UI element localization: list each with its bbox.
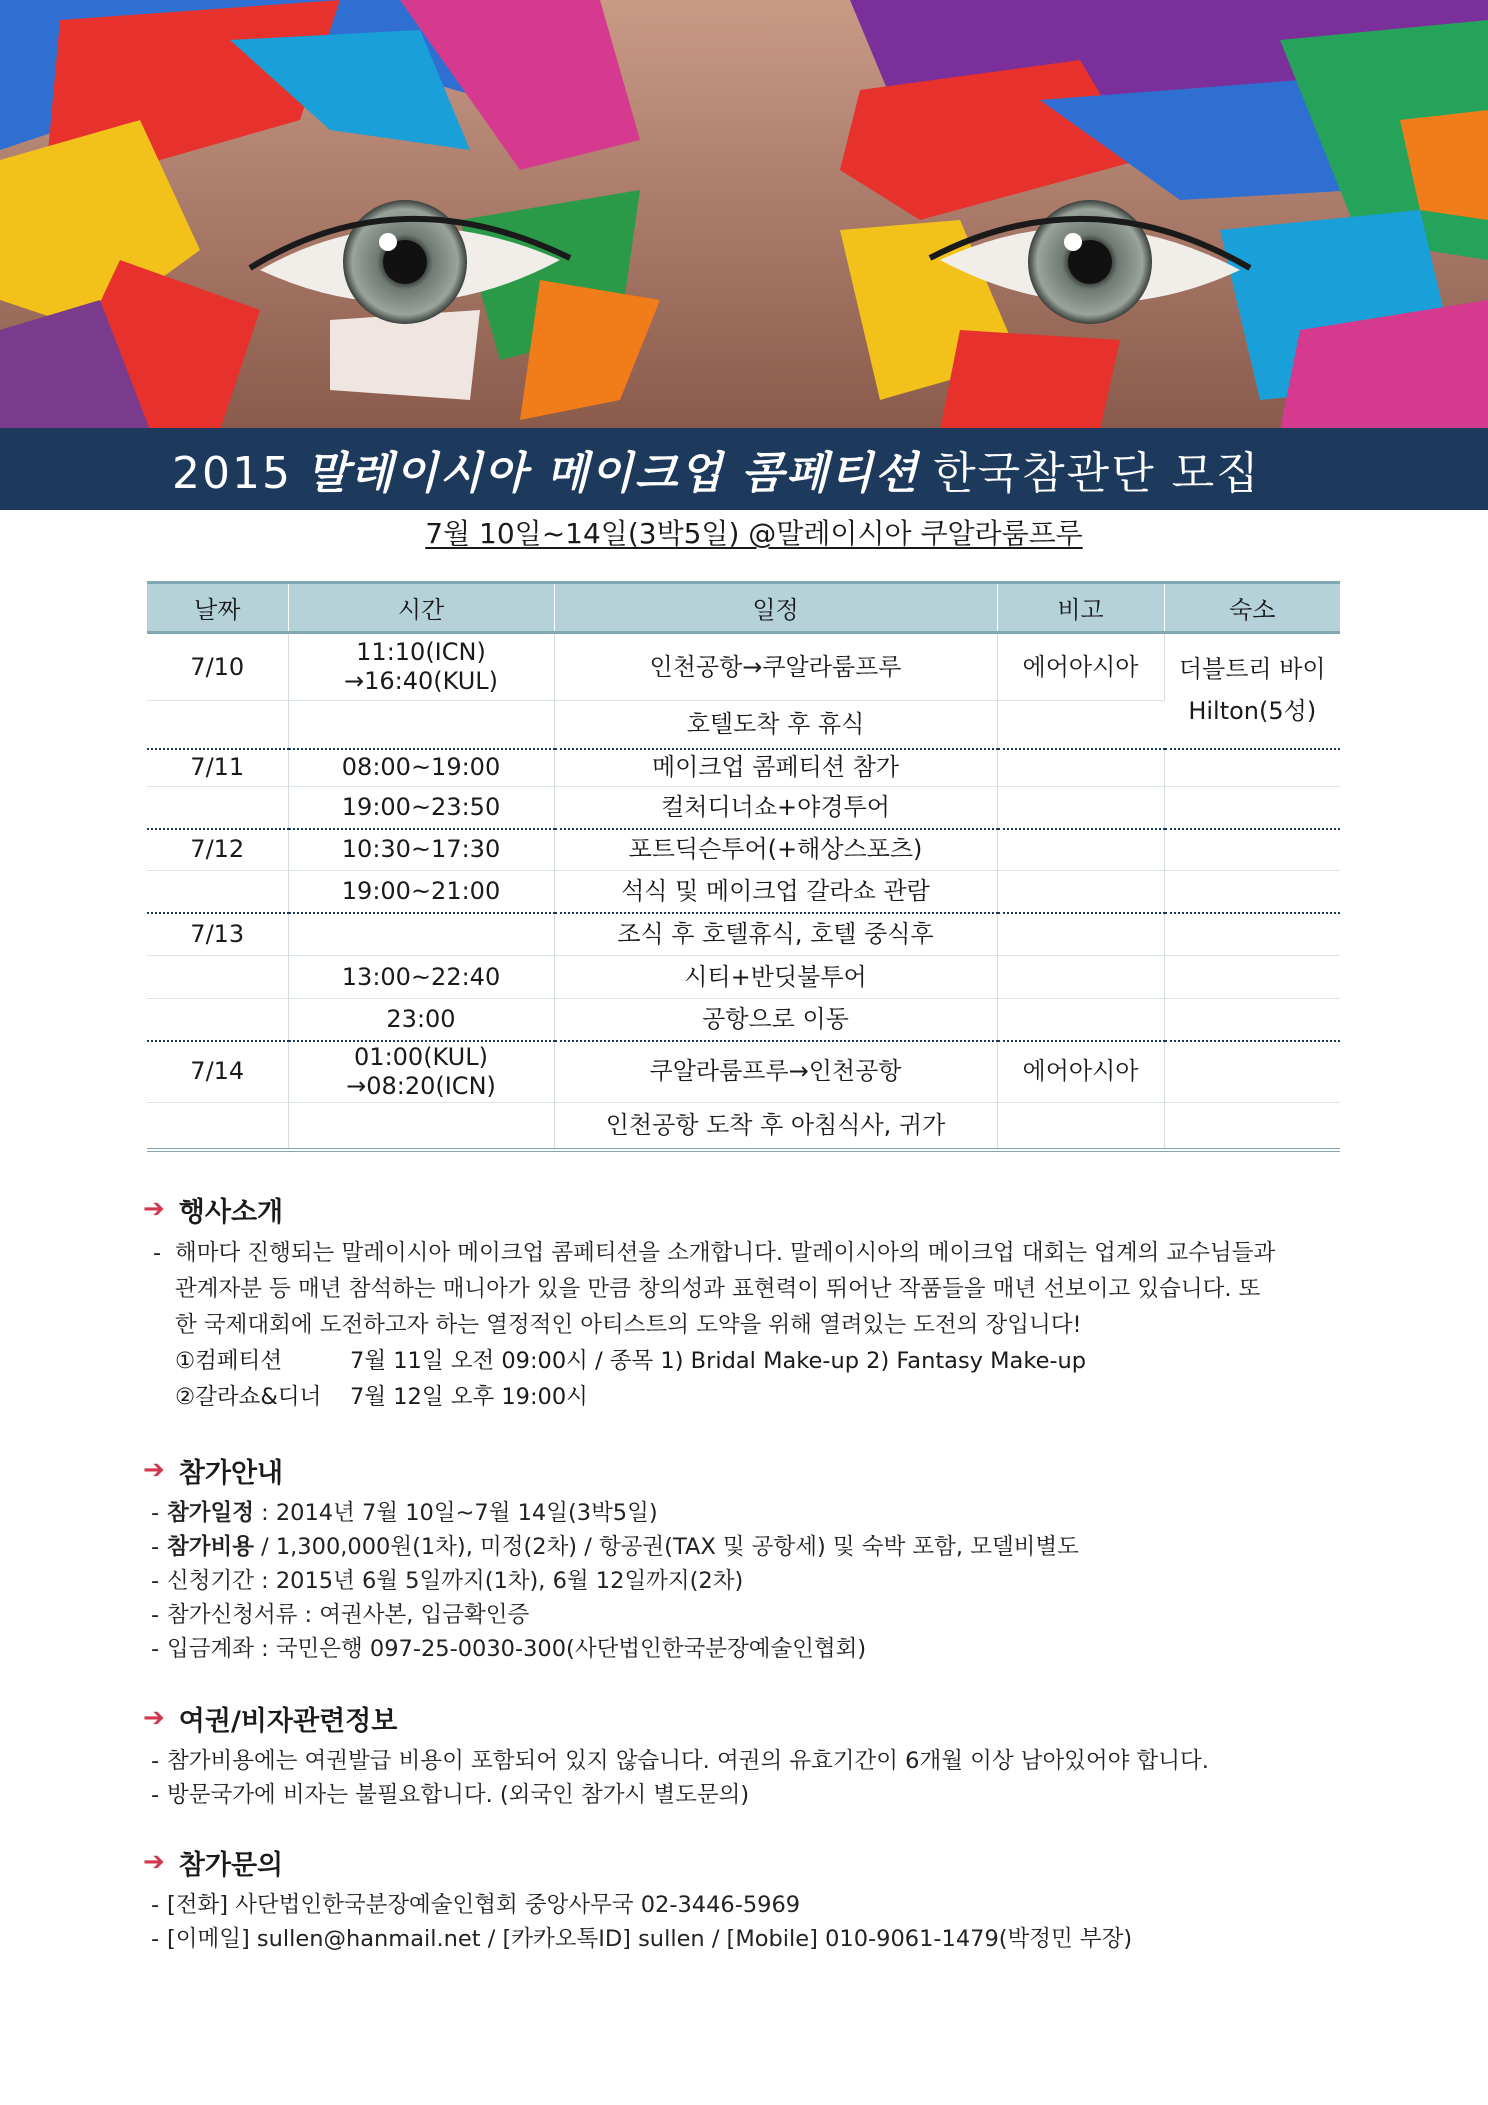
- section-title: 행사소개: [178, 1196, 284, 1228]
- intro-line: 해마다 진행되는 말레이시아 메이크업 콤페티션을 소개합니다. 말레이시아의 메이크업 대회는 업계의 교수님들과: [175, 1240, 1276, 1266]
- right-arrow-icon: ➔: [143, 1194, 165, 1224]
- list-item: - 참가신청서류 : 여권사본, 입금확인증: [151, 1602, 530, 1628]
- list-item: - 입금계좌 : 국민은행 097-25-0030-300(사단법인한국분장예술인협회): [151, 1636, 867, 1662]
- section-passport: [143, 1698, 1353, 1812]
- cell-date: 7/13: [147, 913, 288, 956]
- hero-image: [0, 0, 1488, 430]
- table-row: [147, 956, 1340, 999]
- section-intro: [143, 1189, 1353, 1415]
- title-banner: [0, 428, 1488, 510]
- cell-date: 7/10: [147, 633, 288, 701]
- header-time: 시간: [288, 583, 554, 633]
- cell-hotel: [1164, 871, 1340, 913]
- header-hotel: 숙소: [1229, 596, 1276, 624]
- cell-date: [147, 1103, 288, 1150]
- section-heading: [143, 1698, 1353, 1738]
- cell-time: 13:00~22:40: [288, 956, 554, 999]
- item-value: 방문국가에 비자는 불필요합니다. (외국인 참가시 별도문의): [167, 1782, 750, 1808]
- list-item: - 참가비용에는 여권발급 비용이 포함되어 있지 않습니다. 여권의 유효기간이 6개월 이상 남아있어야 합니다.: [151, 1748, 1209, 1774]
- table-row: [147, 871, 1340, 913]
- cell-plan: 석식 및 메이크업 갈라쇼 관람: [554, 871, 997, 913]
- list-item: - 참가일정 : 2014년 7월 10일~7월 14일(3박5일): [151, 1500, 658, 1526]
- cell-plan: 인천공항 도착 후 아침식사, 귀가: [554, 1103, 997, 1150]
- item-key: 참가비용: [167, 1534, 254, 1560]
- cell-hotel: [1164, 829, 1340, 871]
- title-rest-text: 한국참관단 모집: [933, 448, 1261, 499]
- cell-time: 19:00~21:00: [288, 871, 554, 913]
- cell-time: 11:10(ICN) →16:40(KUL): [288, 633, 554, 701]
- event-detail: 7월 12일 오후 19:00시: [350, 1384, 588, 1410]
- cell-date: 7/12: [147, 829, 288, 871]
- cell-hotel: [1164, 1041, 1340, 1103]
- event-item: [143, 1343, 1353, 1379]
- cell-note: 에어아시아: [997, 633, 1164, 701]
- item-value: 입금계좌 : 국민은행 097-25-0030-300(사단법인한국분장예술인협회): [167, 1636, 867, 1662]
- item-separator: /: [253, 1534, 276, 1560]
- intro-paragraph: - 해마다 진행되는 말레이시아 메이크업 콤페티션을 소개합니다. 말레이시아의 메이크업 대회는 업계의 교수님들과 관계자분 등 매년 참석하는 매니아가 있을 만큼 창의성과 표현력이 뛰어난 작품들을 매년 선보이고 있습니다. 또 한 국제대회에 도전하고자 하는 열정적인 아티스트의 도약을 위해 열려있는 도전의 장입니다!: [143, 1235, 1353, 1343]
- cell-plan: 시티+반딧불투어: [554, 956, 997, 999]
- cell-date: [147, 701, 288, 749]
- cell-plan: 쿠알라룸프루→인천공항: [554, 1041, 997, 1103]
- cell-time: 19:00~23:50: [288, 787, 554, 829]
- cell-plan: 포트딕슨투어(+해상스포츠): [554, 829, 997, 871]
- cell-note: [997, 913, 1164, 956]
- cell-hotel: [1164, 749, 1340, 787]
- right-arrow-icon: ➔: [143, 1455, 165, 1485]
- hotel-name-line1: 더블트리 바이: [1178, 655, 1326, 683]
- table-row: [147, 913, 1340, 956]
- title-stylized-text: 말레이시아 메이크업 콤페티션: [305, 448, 920, 499]
- cell-date: [147, 787, 288, 829]
- cell-plan: 메이크업 콤페티션 참가: [554, 749, 997, 787]
- event-item: [143, 1379, 1353, 1415]
- section-contact: [143, 1842, 1353, 1956]
- schedule-table: [147, 581, 1340, 1152]
- title-year: 2015: [172, 448, 292, 499]
- cell-plan: 인천공항→쿠알라룸프루: [554, 633, 997, 701]
- contact-phone: [전화] 사단법인한국분장예술인협회 중앙사무국 02-3446-5969: [167, 1892, 801, 1918]
- header-plan: 일정: [554, 583, 997, 633]
- cell-plan: 컬처디너쇼+야경투어: [554, 787, 997, 829]
- cell-date: 7/14: [147, 1041, 288, 1103]
- cell-date: [147, 999, 288, 1041]
- intro-line: 한 국제대회에 도전하고자 하는 열정적인 아티스트의 도약을 위해 열려있는 도전의 장입니다!: [175, 1312, 1082, 1338]
- cell-hotel: [1164, 999, 1340, 1041]
- item-value: 2014년 7월 10일~7월 14일(3박5일): [275, 1500, 658, 1526]
- right-arrow-icon: ➔: [143, 1703, 165, 1733]
- cell-plan: 공항으로 이동: [554, 999, 997, 1041]
- cell-time: 08:00~19:00: [288, 749, 554, 787]
- event-label: ②갈라쇼&디너: [175, 1384, 322, 1410]
- section-heading: [143, 1189, 1353, 1229]
- cell-hotel: [1164, 633, 1340, 749]
- cell-time: 10:30~17:30: [288, 829, 554, 871]
- list-item: - [이메일] sullen@hanmail.net / [카카오톡ID] sullen / [Mobile] 010-9061-1479(박정민 부장): [151, 1926, 1133, 1952]
- table-row: [147, 633, 1340, 701]
- cell-note: [997, 701, 1164, 749]
- cell-note: [997, 1103, 1164, 1150]
- cell-plan: 조식 후 호텔휴식, 호텔 중식후: [554, 913, 997, 956]
- cell-date: [147, 956, 288, 999]
- cell-note: [997, 787, 1164, 829]
- contact-email[interactable]: [이메일] sullen@hanmail.net / [카카오톡ID] sullen / [Mobile] 010-9061-1479(박정민 부장): [167, 1926, 1133, 1952]
- section-title: 참가안내: [178, 1457, 284, 1489]
- cell-date: 7/11: [147, 749, 288, 787]
- cell-time: [288, 913, 554, 956]
- cell-note: [997, 999, 1164, 1041]
- list-item: - 방문국가에 비자는 불필요합니다. (외국인 참가시 별도문의): [151, 1782, 750, 1808]
- cell-note: [997, 829, 1164, 871]
- header-date: 날짜: [147, 583, 288, 633]
- list-item: - 신청기간 : 2015년 6월 5일까지(1차), 6월 12일까지(2차): [151, 1568, 744, 1594]
- table-row: [147, 999, 1340, 1041]
- item-value: 1,300,000원(1차), 미정(2차) / 항공권(TAX 및 공항세) 및 숙박 포함, 모델비별도: [275, 1534, 1079, 1560]
- cell-hotel: [1164, 1103, 1340, 1150]
- cell-time: 23:00: [288, 999, 554, 1041]
- right-arrow-icon: ➔: [143, 1847, 165, 1877]
- event-detail: 7월 11일 오전 09:00시 / 종목 1) Bridal Make-up 2) Fantasy Make-up: [350, 1348, 1087, 1374]
- page-title: [0, 437, 1261, 501]
- section-heading: [143, 1842, 1353, 1882]
- cell-plan: 호텔도착 후 휴식: [554, 701, 997, 749]
- section-title: 여권/비자관련정보: [178, 1705, 398, 1737]
- table-row: [147, 1041, 1340, 1103]
- hotel-name-line2: Hilton(5성): [1188, 697, 1317, 725]
- table-header-row: [147, 583, 1340, 633]
- cell-note: 에어아시아: [997, 1041, 1164, 1103]
- cell-note: [997, 871, 1164, 913]
- cell-time: [288, 701, 554, 749]
- event-label: ①컴페티션: [175, 1348, 283, 1374]
- cell-note: [997, 749, 1164, 787]
- table-row: [147, 1103, 1340, 1150]
- cell-time: 01:00(KUL) →08:20(ICN): [288, 1041, 554, 1103]
- table-row: [147, 829, 1340, 871]
- cell-hotel: [1164, 956, 1340, 999]
- section-heading: [143, 1450, 1353, 1490]
- table-row: [147, 701, 1340, 749]
- cell-time: [288, 1103, 554, 1150]
- item-value: 참가비용에는 여권발급 비용이 포함되어 있지 않습니다. 여권의 유효기간이 6개월 이상 남아있어야 합니다.: [167, 1748, 1209, 1774]
- section-title: 참가문의: [178, 1849, 284, 1881]
- item-key: 참가일정: [167, 1500, 254, 1526]
- item-separator: :: [253, 1500, 276, 1526]
- cell-note: [997, 956, 1164, 999]
- subtitle: [0, 512, 1488, 552]
- intro-line: 관계자분 등 매년 참석하는 매니아가 있을 만큼 창의성과 표현력이 뛰어난 작품들을 매년 선보이고 있습니다. 또: [175, 1276, 1261, 1302]
- list-item: - 참가비용 / 1,300,000원(1차), 미정(2차) / 항공권(TAX 및 공항세) 및 숙박 포함, 모델비별도: [151, 1534, 1079, 1560]
- header-note: 비고: [997, 583, 1164, 633]
- list-item: - [전화] 사단법인한국분장예술인협회 중앙사무국 02-3446-5969: [151, 1892, 801, 1918]
- table-row: [147, 749, 1340, 787]
- cell-hotel: [1164, 913, 1340, 956]
- cell-date: [147, 871, 288, 913]
- table-row: [147, 787, 1340, 829]
- item-value: 신청기간 : 2015년 6월 5일까지(1차), 6월 12일까지(2차): [167, 1568, 744, 1594]
- painted-eyes-illustration: [0, 0, 1488, 430]
- section-guide: [143, 1450, 1353, 1666]
- cell-hotel: [1164, 787, 1340, 829]
- item-value: 참가신청서류 : 여권사본, 입금확인증: [167, 1602, 530, 1628]
- subtitle-text: 7월 10일~14일(3박5일) @말레이시아 쿠알라룸프루: [425, 517, 1083, 550]
